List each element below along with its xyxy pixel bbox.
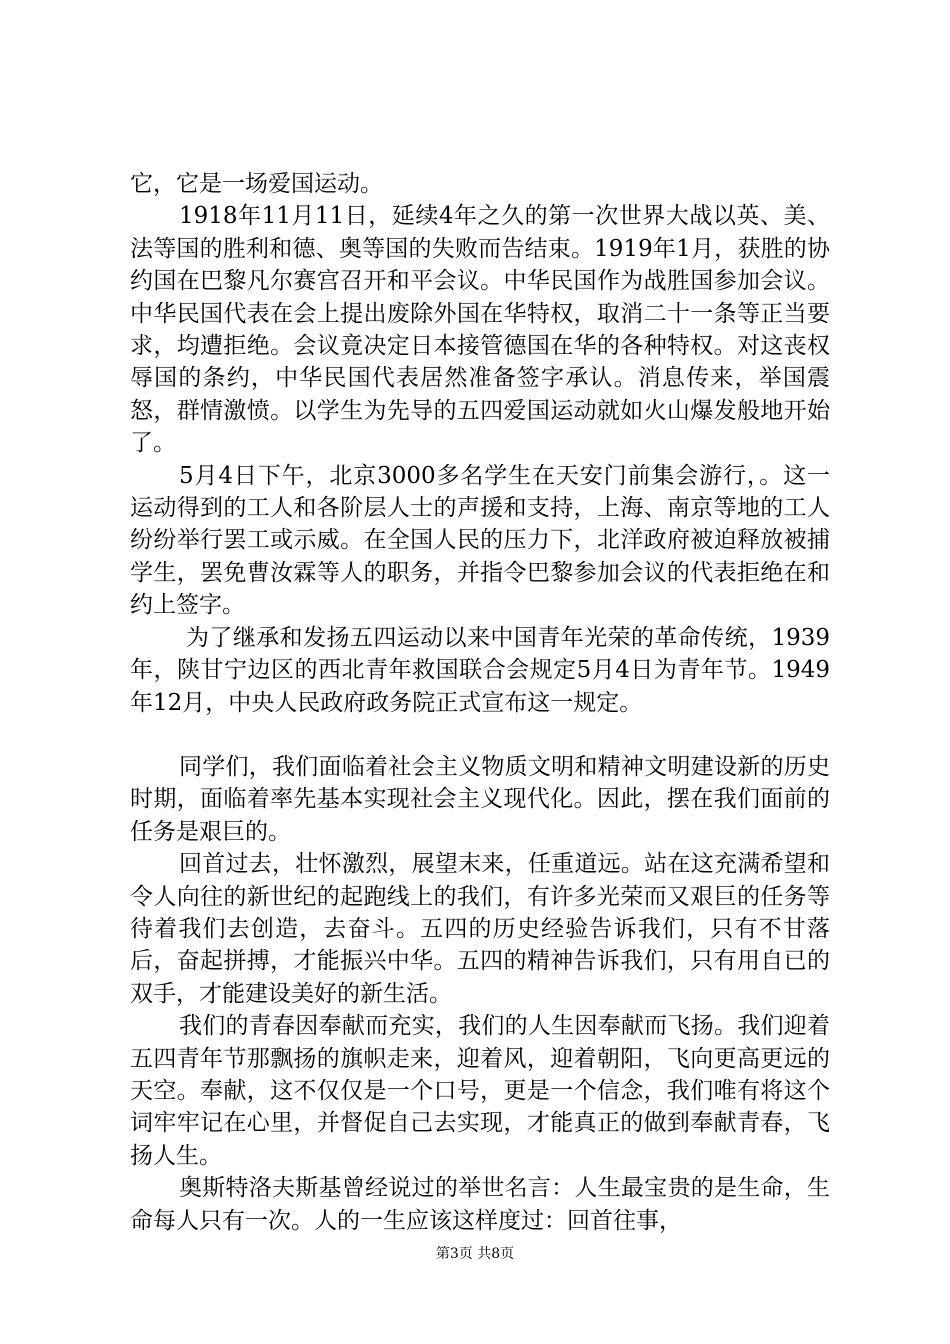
- paragraph-classmates: 同学们，我们面临着社会主义物质文明和精神文明建设新的历史时期，面临着率先基本实现社会主义现代化。因此，摆在我们面前的任务是艰巨的。: [130, 753, 830, 845]
- paragraph-spacer: [130, 719, 830, 751]
- paragraph-ostrovsky: 奥斯特洛夫斯基曾经说过的举世名言：人生最宝贵的是生命，生命每人只有一次。人的一生应该这样度过：回首往事，: [130, 1175, 830, 1234]
- document-body: [130, 168, 830, 1237]
- paragraph-may-fourth: 5月4日下午，北京3000多名学生在天安门前集会游行，。这一运动得到的工人和各阶层人士的声援和支持，上海、南京等地的工人纷纷举行罢工或示威。在全国人民的压力下，北洋政府被迫释放被捕学生，罢免曹汝霖等人的职务，并指令巴黎参加会议的代表拒绝在和约上签字。: [130, 462, 830, 619]
- paragraph-youth-dedication: 我们的青春因奉献而充实，我们的人生因奉献而飞扬。我们迎着五四青年节那飘扬的旗帜走来，迎着风，迎着朝阳，飞向更高更远的天空。奉献，这不仅仅是一个口号，更是一个信念，我们唯有将这个词牢牢记在心里，并督促自己去实现，才能真正的做到奉献青春，飞扬人生。: [130, 1013, 830, 1169]
- paragraph-continuation: 它，它是一场爱国运动。: [130, 171, 383, 197]
- paragraph-looking-back: 回首过去，壮怀激烈，展望末来，任重道远。站在这充满希望和令人向往的新世纪的起跑线上的我们，有许多光荣而又艰巨的任务等待着我们去创造，去奋斗。五四的历史经验告诉我们，只有不甘落后，奋起拼搏，才能振兴中华。五四的精神告诉我们，只有用自已的双手，才能建设美好的新生活。: [130, 851, 830, 1007]
- paragraph-1918: 1918年11月11日，延续4年之久的第一次世界大战以英、美、法等国的胜利和德、奥等国的失败而告结束。1919年1月，获胜的协约国在巴黎凡尔赛宫召开和平会议。中华民国作为战胜国参加会议。中华民国代表在会上提出废除外国在华特权，取消二十一条等正当要求，均遭拒绝。会议竟决定日本接管德国在华的各种特权。对这丧权辱国的条约，中华民国代表居然准备签字承认。消息传来，举国震怒，群情激愤。以学生为先导的五四爱国运动就如火山爆发般地开始了。: [130, 203, 830, 457]
- page-footer: 第3页 共8页: [435, 1246, 515, 1262]
- paragraph-youth-day: 为了继承和发扬五四运动以来中国青年光荣的革命传统，1939年，陕甘宁边区的西北青年救国联合会规定5月4日为青年节。1949年12月，中央人民政府政务院正式宣布这一规定。: [130, 624, 830, 716]
